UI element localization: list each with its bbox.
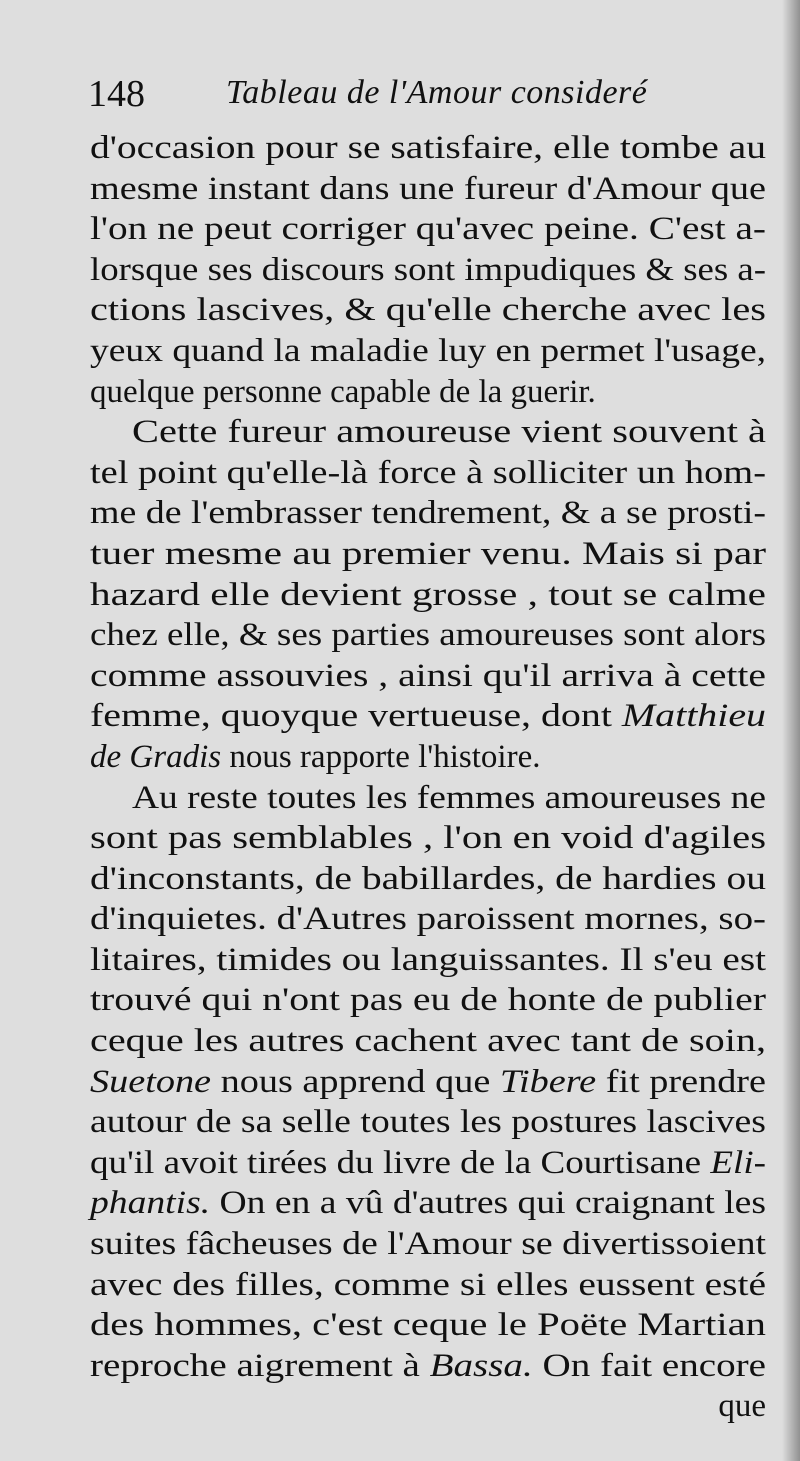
text-line [90, 169, 772, 210]
text-segment: l'on ne peut corriger qu'avec peine. C'est a- [90, 211, 767, 248]
text-segment: d'occasion pour se satisfaire, elle tombe au [90, 130, 767, 166]
text-line [90, 1265, 772, 1306]
text-line [90, 1305, 772, 1346]
text-segment: On fait encore [532, 1347, 767, 1384]
text-segment: lorsque ses discours sont impudiques & ses a- [90, 251, 767, 288]
italic-text: Bassa. [429, 1347, 533, 1384]
text-segment: hazard elle devient grosse , tout se calme [90, 576, 766, 613]
catchword: que [718, 1388, 766, 1425]
text-line [90, 940, 772, 981]
text-segment: ctions lascives, & qu'elle cherche avec les [90, 292, 767, 329]
text-line [90, 615, 772, 656]
text-segment: On en a vû d'autres qui craignant les [210, 1185, 767, 1222]
text-line [90, 372, 772, 413]
text-line [90, 575, 772, 616]
text-line [90, 818, 772, 859]
text-line [90, 899, 772, 940]
text-segment: ceque les autres cachent avec tant de soin, [90, 1023, 766, 1060]
text-line [90, 656, 772, 697]
text-segment: Cette fureur amoureuse vient souvent à [132, 414, 766, 451]
text-segment: Au reste toutes les femmes amoureuses ne [132, 779, 766, 816]
text-line [90, 1021, 772, 1062]
text-segment: d'inquietes. d'Autres paroissent mornes, so- [90, 901, 767, 938]
body-text [90, 128, 772, 1427]
text-segment: tel point qu'elle-là force à solliciter un hom- [90, 454, 766, 491]
text-line [90, 1183, 772, 1224]
text-line [90, 250, 772, 291]
text-line [90, 1346, 772, 1387]
page-number: 148 [88, 73, 145, 115]
text-line [90, 128, 772, 169]
text-line [90, 453, 772, 494]
text-line [90, 209, 772, 250]
text-line [90, 1102, 772, 1143]
text-line [90, 1224, 772, 1265]
italic-text: Eli- [710, 1144, 766, 1181]
text-segment: autour de sa selle toutes les postures lascives [90, 1104, 766, 1141]
text-line [90, 1143, 772, 1184]
text-segment: avec des filles, comme si elles eussent esté [90, 1266, 767, 1303]
text-segment: quelque personne capable de la guerir. [90, 373, 596, 410]
text-segment: tuer mesme au premier venu. Mais si par [90, 535, 767, 572]
italic-text: phantis. [90, 1185, 211, 1222]
italic-text: Tibere [499, 1063, 597, 1100]
text-line [90, 1062, 772, 1103]
text-segment: yeux quand la maladie luy en permet l'usage, [90, 332, 767, 369]
text-segment: sont pas semblables , l'on en void d'agiles [90, 820, 767, 857]
text-segment: comme assouvies , ainsi qu'il arriva à cette [90, 657, 767, 694]
text-segment: fit prendre [596, 1063, 767, 1100]
text-line [90, 696, 772, 737]
text-segment: d'inconstants, de babillardes, de hardies ou [90, 860, 767, 897]
text-line [90, 859, 772, 900]
italic-text: de Gradis [90, 738, 222, 775]
text-line [90, 331, 772, 372]
spine-shadow [782, 0, 800, 1461]
text-segment: trouvé qui n'ont pas eu de honte de publier [90, 982, 766, 1019]
text-segment: femme, quoyque vertueuse, dont [90, 698, 622, 735]
text-segment: qu'il avoit tirées du livre de la Courtisane [90, 1144, 711, 1181]
text-line [90, 778, 772, 819]
text-segment: me de l'embrasser tendrement, & a se prosti- [90, 495, 767, 532]
text-segment: des hommes, c'est ceque le Poëte Martian [90, 1307, 766, 1344]
text-line [90, 980, 772, 1021]
text-segment: mesme instant dans une fureur d'Amour que [90, 170, 767, 207]
italic-text: Suetone [90, 1063, 212, 1100]
text-segment: nous apprend que [211, 1063, 500, 1100]
page-header [88, 72, 668, 118]
text-segment: reproche aigrement à [90, 1347, 430, 1384]
text-segment: nous rapporte l'histoire. [221, 738, 541, 775]
text-segment: litaires, timides ou languissantes. Il s'eu est [90, 941, 766, 978]
running-title: Tableau de l'Amour consideré [226, 74, 648, 111]
text-line [90, 290, 772, 331]
text-line [90, 412, 772, 453]
text-segment: chez elle, & ses parties amoureuses sont alors [90, 617, 767, 654]
text-line [90, 493, 772, 534]
text-line [90, 737, 772, 778]
italic-text: Matthieu [621, 698, 766, 735]
text-segment: suites fâcheuses de l'Amour se divertissoient [90, 1226, 767, 1263]
text-line [90, 534, 772, 575]
